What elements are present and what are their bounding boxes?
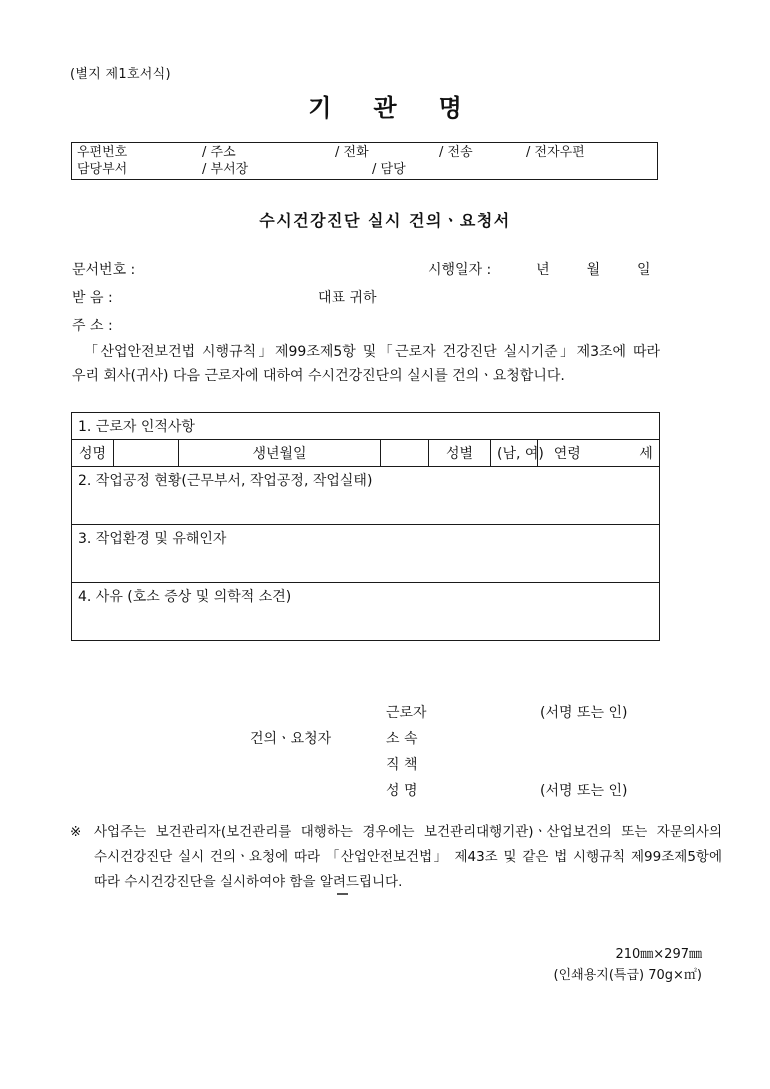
birthdate-label-text: 생년월일 <box>252 446 307 462</box>
table-row <box>72 440 660 467</box>
footnote-text: 사업주는 보건관리자(보건관리를 대행하는 경우에는 보건관리대행기관)ㆍ산업보건의 또는 자문의사의 수시건강진단 실시 건의ㆍ요청에 따라 「산업안전보건법」 제43조 및 같은 법 시행규칙 제99조제5항에 따라 수시건강진단을 실시하여야 함을 알려드립니다. <box>94 824 722 890</box>
section-1-title: 1. 근로자 인적사항 <box>72 413 660 440</box>
signature-role-worker: 근로자 <box>386 705 427 721</box>
document-number-label: 문서번호 : <box>72 262 136 278</box>
field-label-gender: 성별 <box>429 440 491 467</box>
signature-block <box>250 700 670 804</box>
contact-field-department-head: / 부서장 <box>202 162 249 177</box>
date-year-label: 년 <box>536 262 550 278</box>
field-label-birthdate <box>179 440 381 467</box>
section-4-title: 4. 사유 (호소 증상 및 의학적 소견) <box>78 589 292 605</box>
form-code-label: (별지 제1호서식) <box>70 67 171 82</box>
section-4-cell[interactable] <box>72 583 660 641</box>
paper-stock-label: (인쇄용지(특급) 70g×㎡) <box>553 968 702 983</box>
field-label-age <box>538 440 660 467</box>
receiver-value: 대표 귀하 <box>318 290 377 306</box>
table-row <box>72 583 660 641</box>
contact-field-email: / 전자우편 <box>526 145 585 160</box>
contact-field-address: / 주소 <box>202 145 236 160</box>
signature-line <box>250 752 670 778</box>
age-unit-text: 세 <box>639 446 653 462</box>
worker-info-table <box>71 412 660 641</box>
table-row <box>72 413 660 440</box>
contact-field-postal-code: 우편번호 <box>77 145 128 160</box>
field-value-birthdate[interactable] <box>381 440 429 467</box>
reference-mark-icon: ※ <box>70 824 82 840</box>
section-3-title: 3. 작업환경 및 유해인자 <box>78 531 227 547</box>
date-day-label: 일 <box>637 262 651 278</box>
signature-mark-name: (서명 또는 인) <box>540 783 628 799</box>
table-row <box>72 467 660 525</box>
field-label-name: 성명 <box>72 440 114 467</box>
date-month-label: 월 <box>586 262 601 278</box>
contact-row-2 <box>77 161 652 179</box>
signature-line <box>250 778 670 804</box>
contact-field-department: 담당부서 <box>77 162 128 177</box>
receiver-label: 받 음 : <box>72 290 113 306</box>
signature-line <box>250 700 670 726</box>
paper-size-label: 210㎜×297㎜ <box>615 947 702 962</box>
footnote-block <box>70 820 722 895</box>
contact-header-box <box>71 142 658 180</box>
contact-field-fax: / 전송 <box>439 145 473 160</box>
age-label-text: 연령 <box>553 446 581 462</box>
organization-name-heading: 기관명 <box>308 94 504 122</box>
signature-role-name: 성 명 <box>386 783 418 799</box>
signature-role-position: 직 책 <box>386 757 418 773</box>
contact-field-phone: / 전화 <box>335 145 369 160</box>
address-label: 주 소 : <box>72 318 113 334</box>
body-paragraph: 「산업안전보건법 시행규칙」제99조제5항 및「근로자 건강진단 실시기준」제3조에 따라 우리 회사(귀사) 다음 근로자에 대하여 수시건강진단의 실시를 건의ㆍ요청합니다. <box>72 344 660 384</box>
section-2-title: 2. 작업공정 현황(근무부서, 작업공정, 작업실태) <box>78 473 373 489</box>
signature-role-affiliation: 소 속 <box>386 731 418 747</box>
section-2-cell[interactable] <box>72 467 660 525</box>
signature-line <box>250 726 670 752</box>
document-title: 수시건강진단 실시 건의ㆍ요청서 <box>259 211 511 230</box>
stray-dash-mark <box>337 893 348 895</box>
effective-date-label: 시행일자 : <box>428 262 492 278</box>
effective-date-row <box>428 259 651 279</box>
field-value-gender[interactable]: (남, 여) <box>491 440 538 467</box>
signature-prefix-requester: 건의ㆍ요청자 <box>250 731 332 747</box>
signature-mark-worker: (서명 또는 인) <box>540 705 628 721</box>
contact-row-1 <box>77 144 652 162</box>
section-3-cell[interactable] <box>72 525 660 583</box>
contact-field-person-charge: / 담당 <box>372 162 406 177</box>
table-row <box>72 525 660 583</box>
field-value-name[interactable] <box>114 440 179 467</box>
